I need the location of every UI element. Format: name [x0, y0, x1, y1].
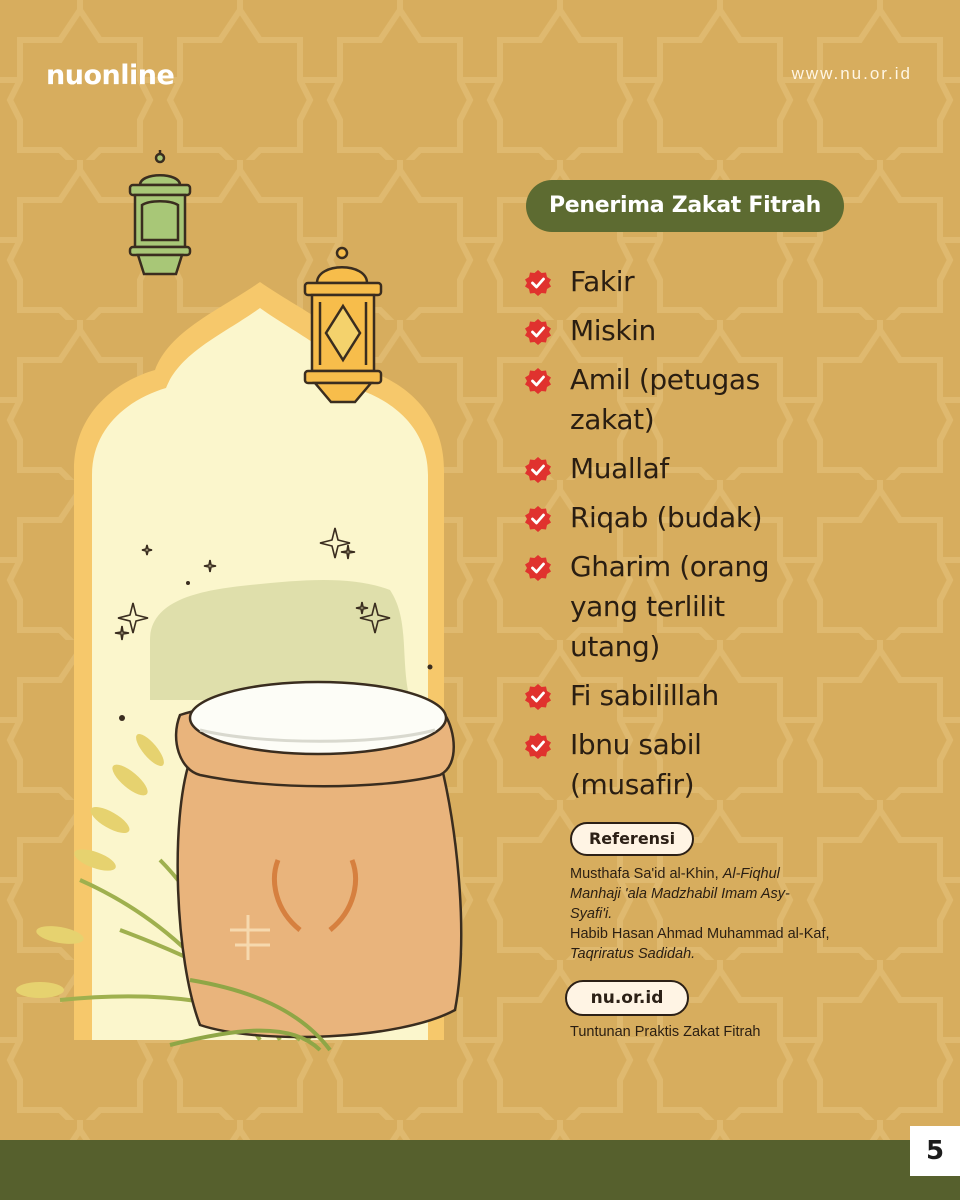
reference-label: Referensi: [570, 822, 694, 856]
page-title: Penerima Zakat Fitrah: [526, 180, 844, 232]
website-url: www.nu.or.id: [791, 64, 912, 83]
check-badge-icon: [524, 456, 552, 484]
check-badge-icon: [524, 318, 552, 346]
check-badge-icon: [524, 554, 552, 582]
check-badge-icon: [524, 732, 552, 760]
list-item: [524, 676, 804, 716]
reference-text: [570, 864, 830, 964]
lantern-icon: [130, 150, 190, 274]
list-item-label: Ibnu sabil (musafir): [570, 728, 702, 801]
check-badge-icon: [524, 505, 552, 533]
check-badge-icon: [524, 367, 552, 395]
footer-bar: [0, 1140, 960, 1200]
list-item: [524, 360, 804, 440]
list-item: [524, 547, 804, 667]
list-item-label: Amil (petugas zakat): [570, 363, 760, 436]
list-item: [524, 725, 804, 805]
reference-author-1: Musthafa Sa'id al-Khin,: [570, 866, 723, 882]
list-item-label: Fi sabilillah: [570, 679, 719, 712]
background-cloud: [150, 580, 410, 700]
source-text: Tuntunan Praktis Zakat Fitrah: [570, 1024, 761, 1040]
list-item-label: Muallaf: [570, 452, 669, 485]
list-item-label: Gharim (orang yang terlilit utang): [570, 550, 770, 663]
list-item-label: Riqab (budak): [570, 501, 763, 534]
lantern-icon: [305, 248, 381, 402]
list-item-label: Miskin: [570, 314, 656, 347]
page-number: 5: [910, 1126, 960, 1176]
check-badge-icon: [524, 683, 552, 711]
check-badge-icon: [524, 269, 552, 297]
list-item-label: Fakir: [570, 265, 635, 298]
list-item: [524, 498, 804, 538]
recipient-list: [524, 262, 804, 814]
reference-title-2: Taqriratus Sadidah.: [570, 946, 696, 962]
list-item: [524, 449, 804, 489]
list-item: [524, 262, 804, 302]
reference-author-2: Habib Hasan Ahmad Muhammad al-Kaf,: [570, 926, 830, 942]
nuonline-logo: nuonline: [46, 60, 175, 91]
source-label: nu.or.id: [565, 980, 689, 1016]
reference-title-1: Al-Fiqhul Manhaji 'ala Madzhabil Imam Asy-Syafi'i.: [570, 866, 790, 922]
rice-sack-icon: [176, 682, 461, 1037]
list-item: [524, 311, 804, 351]
